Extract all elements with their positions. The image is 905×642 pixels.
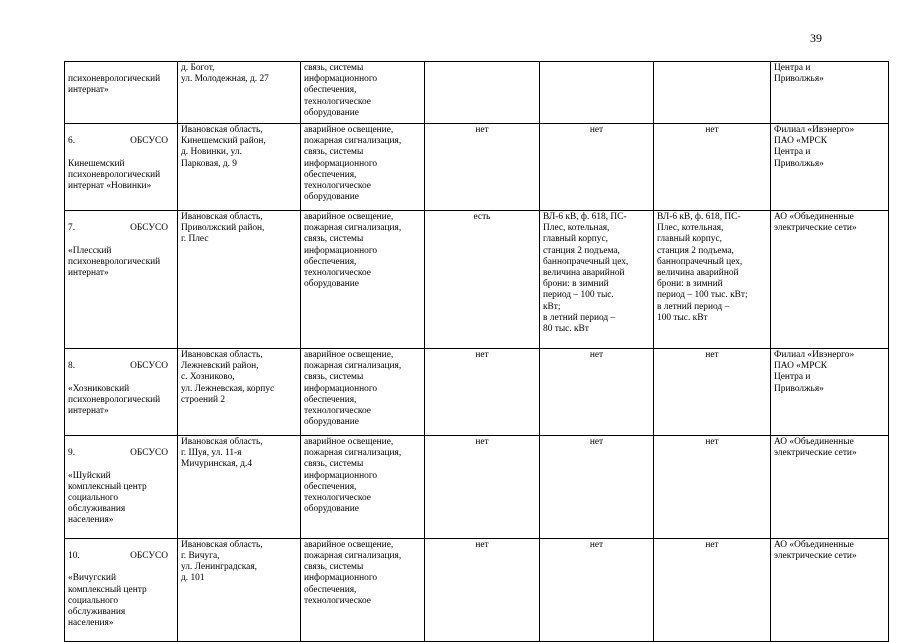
supplier-cell: Центра и Приволжья» xyxy=(771,62,889,124)
page-number: 39 xyxy=(810,31,822,45)
systems-cell: аварийное освещение, пожарная сигнализация, связь, системы информационного обеспечения, технологическое xyxy=(301,538,425,641)
facility-name-cell xyxy=(65,349,178,436)
source2-cell: нет xyxy=(654,436,771,539)
systems-cell: аварийное освещение, пожарная сигнализация, связь, системы информационного обеспечения, технологическое оборудование xyxy=(301,211,425,349)
supplier-cell: АО «Объединенные электрические сети» xyxy=(771,211,889,349)
reserve-cell xyxy=(425,62,540,124)
systems-cell: аварийное освещение, пожарная сигнализация, связь, системы информационного обеспечения, технологическое оборудование xyxy=(301,124,425,211)
table-row xyxy=(65,62,889,124)
facility-name-cell xyxy=(65,538,178,641)
table-row xyxy=(65,124,889,211)
row-number: 7. xyxy=(68,223,76,234)
table-row xyxy=(65,538,889,641)
facilities-table xyxy=(64,61,889,642)
source2-cell: нет xyxy=(654,538,771,641)
table-row xyxy=(65,211,889,349)
org-type: ОБСУСО xyxy=(130,551,168,562)
reserve-cell: нет xyxy=(425,538,540,641)
org-type: ОБСУСО xyxy=(130,448,168,459)
org-type: ОБСУСО xyxy=(130,361,168,372)
address-cell: д. Богот, ул. Молодежная, д. 27 xyxy=(178,62,301,124)
address-cell: Ивановская область, Приволжский район, г. Плес xyxy=(178,211,301,349)
source2-cell xyxy=(654,62,771,124)
address-cell: Ивановская область, г. Шуя, ул. 11-я Мичуринская, д.4 xyxy=(178,436,301,539)
facility-name: Кинешемский психоневрологический интернат «Новинки» xyxy=(68,158,161,192)
facility-name: «Вичугский комплексный центр социального обслуживания населения» xyxy=(68,573,147,629)
source1-cell: нет xyxy=(540,436,654,539)
supplier-cell: Филиал «Ивэнерго» ПАО «МРСК Центра и Приволжья» xyxy=(771,124,889,211)
reserve-cell: есть xyxy=(425,211,540,349)
facility-name: «Хозниковский психоневрологический интернат» xyxy=(68,383,161,417)
facility-name-cell xyxy=(65,436,178,539)
row-number: 10. xyxy=(68,551,80,562)
source2-cell: нет xyxy=(654,124,771,211)
systems-cell: аварийное освещение, пожарная сигнализация, связь, системы информационного обеспечения, технологическое оборудование xyxy=(301,436,425,539)
table-row xyxy=(65,436,889,539)
facility-name: психоневрологический интернат» xyxy=(68,74,161,96)
facility-name-cell xyxy=(65,124,178,211)
org-type: ОБСУСО xyxy=(130,136,168,147)
reserve-cell: нет xyxy=(425,436,540,539)
source1-cell: нет xyxy=(540,538,654,641)
reserve-cell: нет xyxy=(425,124,540,211)
address-cell: Ивановская область, Лежневский район, с. Хозниково, ул. Лежневская, корпус строений 2 xyxy=(178,349,301,436)
source1-cell: ВЛ-6 кВ, ф. 618, ПС- Плес, котельная, главный корпус, станция 2 подъема, баннопрачечный цех, величина аварийной брони: в зимний период – 100 тыс. кВт; в летний период – 80 тыс. кВт xyxy=(540,211,654,349)
address-cell: Ивановская область, Кинешемский район, д. Новинки, ул. Парковая, д. 9 xyxy=(178,124,301,211)
reserve-cell: нет xyxy=(425,349,540,436)
table-body xyxy=(65,62,889,642)
systems-cell: аварийное освещение, пожарная сигнализация, связь, системы информационного обеспечения, технологическое оборудование xyxy=(301,349,425,436)
supplier-cell: АО «Объединенные электрические сети» xyxy=(771,436,889,539)
systems-cell: связь, системы информационного обеспечения, технологическое оборудование xyxy=(301,62,425,124)
facility-name-cell xyxy=(65,62,178,124)
address-cell: Ивановская область, г. Вичуга, ул. Ленинградская, д. 101 xyxy=(178,538,301,641)
facility-name-cell xyxy=(65,211,178,349)
org-type: ОБСУСО xyxy=(130,223,168,234)
supplier-cell: АО «Объединенные электрические сети» xyxy=(771,538,889,641)
source1-cell: нет xyxy=(540,349,654,436)
row-number: 8. xyxy=(68,361,76,372)
facility-name: «Шуйский комплексный центр социального обслуживания населения» xyxy=(68,470,147,526)
row-number: 9. xyxy=(68,448,76,459)
supplier-cell: Филиал «Ивэнерго» ПАО «МРСК Центра и Приволжья» xyxy=(771,349,889,436)
source1-cell: нет xyxy=(540,124,654,211)
facility-name: «Плесский психоневрологический интернат» xyxy=(68,245,161,279)
source2-cell: ВЛ-6 кВ, ф. 618, ПС- Плес, котельная, главный корпус, станция 2 подъема, баннопрачечный цех, величина аварийной брони: в зимний период – 100 тыс. кВт; в летний период – 100 тыс. кВт xyxy=(654,211,771,349)
row-number: 6. xyxy=(68,136,76,147)
source2-cell: нет xyxy=(654,349,771,436)
table-row xyxy=(65,349,889,436)
source1-cell xyxy=(540,62,654,124)
